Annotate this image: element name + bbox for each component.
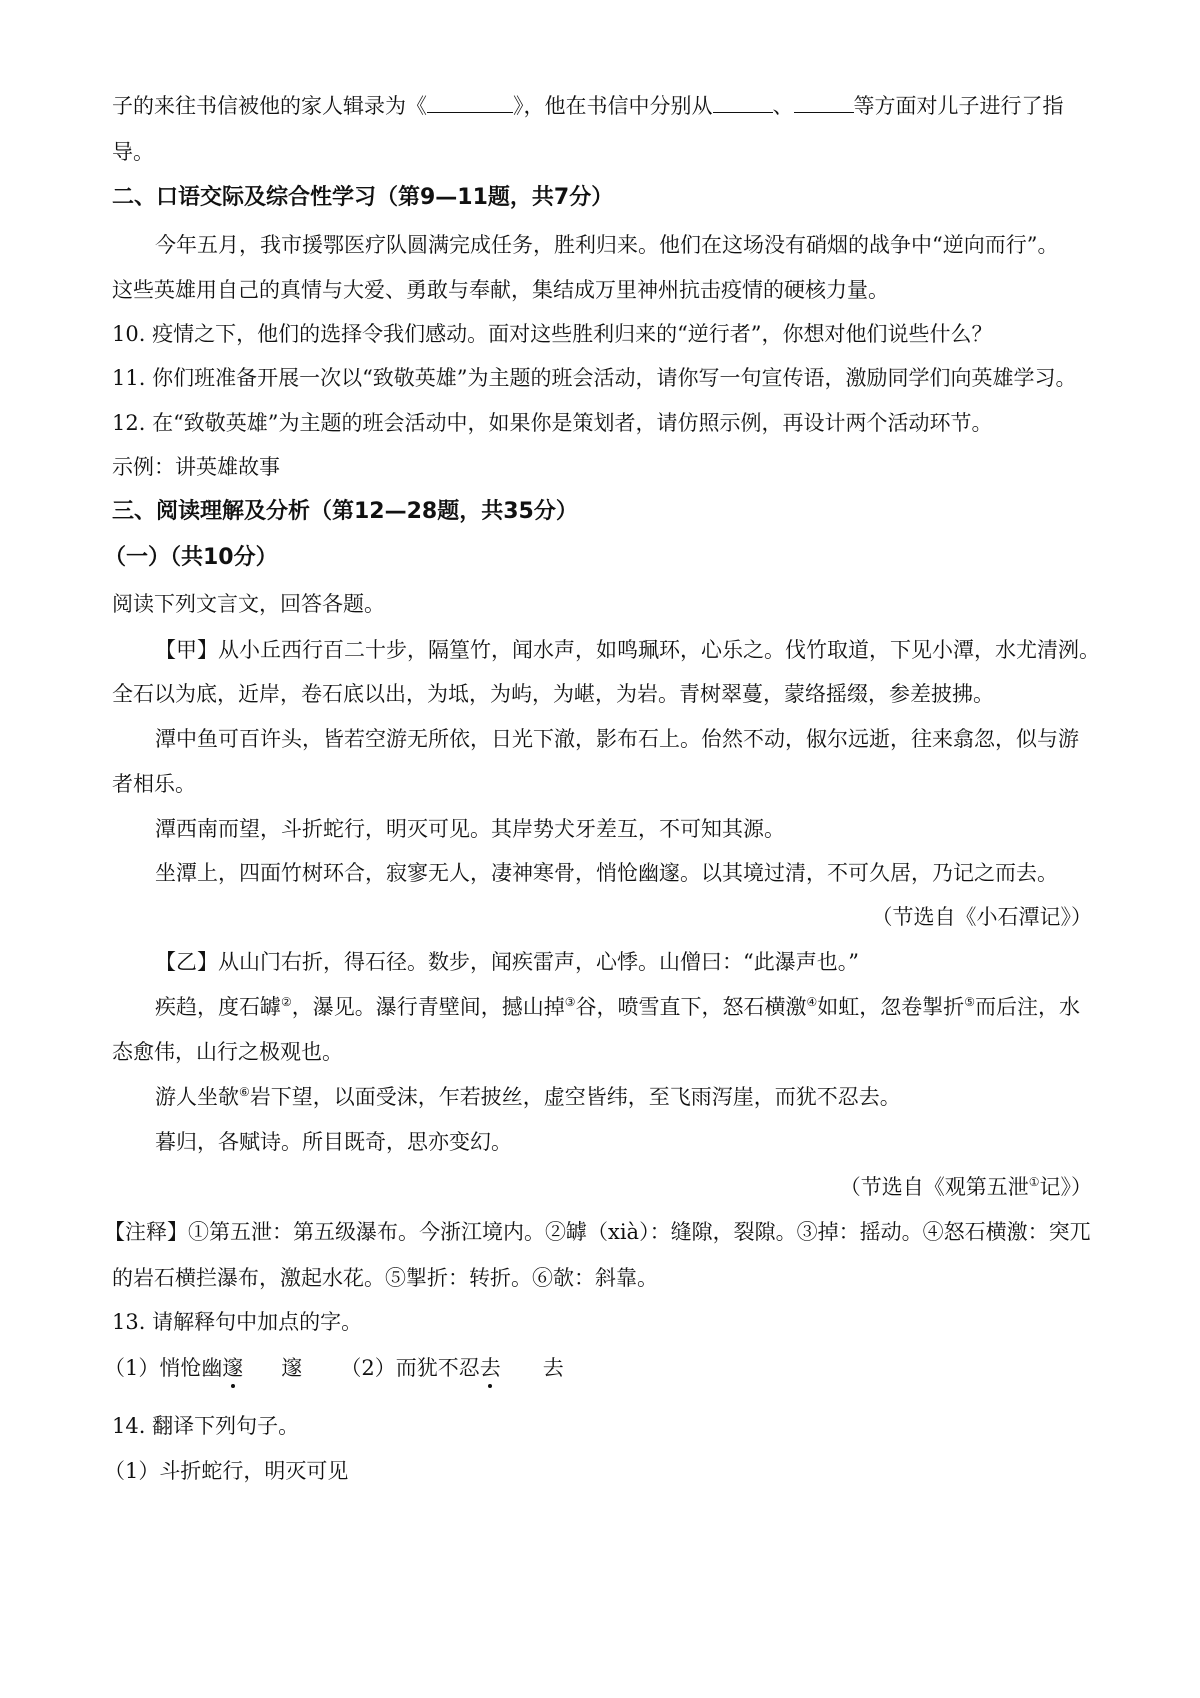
text: （2）而犹不忍: [340, 1356, 480, 1380]
note-marker: ⑥: [239, 1085, 250, 1099]
source-citation-1: （节选自《小石潭记》）: [871, 905, 1092, 929]
section-heading-2: 二、口语交际及综合性学习（第9—11题，共7分）: [112, 185, 614, 210]
text: 如虹，忽卷掣折: [817, 995, 965, 1019]
passage-jia-line: 全石以为底，近岸，卷石底以出，为坻，为屿，为嵁，为岩。青树翠蔓，蒙络摇缀，参差披拂。: [112, 682, 994, 706]
text: 岩下望，以面受沫，乍若披丝，虚空皆纬，至飞雨泻崖，而犹不忍去。: [249, 1085, 901, 1109]
question-14-item: （1）斗折蛇行，明灭可见: [104, 1459, 349, 1483]
answer-blank-book[interactable]: [427, 92, 513, 113]
note-marker: ②: [281, 995, 292, 1009]
paragraph-line: 这些英雄用自己的真情与大爱、勇敢与奉献，集结成万里神州抗击疫情的硬核力量。: [112, 278, 889, 302]
question-10: 10. 疫情之下，他们的选择令我们感动。面对这些胜利归来的“逆行者”，你想对他们说些什么？: [112, 322, 993, 346]
text: 而后注，水: [975, 995, 1081, 1019]
question-13: 13. 请解释句中加点的字。: [112, 1310, 363, 1334]
passage-jia-line: 潭西南而望，斗折蛇行，明灭可见。其岸势犬牙差互，不可知其源。: [155, 817, 785, 841]
note-marker: ①: [1028, 1175, 1040, 1189]
passage-yi-line: 态愈伟，山行之极观也。: [112, 1040, 343, 1064]
passage-yi-line: [0, 1083, 1200, 1111]
text: 》，他在书信中分别从: [513, 94, 713, 118]
text: 疾趋，度石罅: [155, 995, 281, 1019]
emphasized-char: 邃: [222, 1356, 244, 1380]
instruction-line: 阅读下列文言文，回答各题。: [112, 592, 385, 616]
text: 、: [772, 94, 794, 118]
passage-jia-line: 坐潭上，四面竹树环合，寂寥无人，凄神寒骨，悄怆幽邃。以其境过清，不可久居，乃记之而去。: [155, 861, 1058, 885]
paragraph-line: 导。: [112, 140, 154, 164]
question-11: 11. 你们班准备开展一次以“致敬英雄”为主题的班会活动，请你写一句宣传语，激励同学们向英雄学习。: [112, 366, 1077, 390]
passage-jia-line: 潭中鱼可百许头，皆若空游无所依，日光下澈，影布石上。佁然不动，俶尔远逝，往来翕忽，似与游: [155, 727, 1079, 751]
question-14: 14. 翻译下列句子。: [112, 1414, 300, 1438]
text: 记》）: [1039, 1175, 1092, 1199]
text: 游人坐欹: [155, 1085, 239, 1109]
text: 子的来往书信被他的家人辑录为《: [112, 94, 427, 118]
paragraph-line: 今年五月，我市援鄂医疗队圆满完成任务，胜利归来。他们在这场没有硝烟的战争中“逆向而行”。: [155, 233, 1059, 257]
annotation-line: 【注释】①第五泄：第五级瀑布。今浙江境内。②罅（xià）：缝隙，裂隙。③掉：摇动。④怒石横激：突兀: [104, 1220, 1091, 1244]
note-marker: ③: [564, 995, 576, 1009]
note-marker: ⑤: [964, 995, 976, 1009]
question-13-items: [0, 1354, 1200, 1382]
answer-blank-aspect-2[interactable]: [794, 92, 854, 113]
target-char: 邃: [281, 1356, 303, 1380]
passage-yi-line: 暮归，各赋诗。所目既奇，思亦变幻。: [155, 1130, 512, 1154]
passage-yi-line: 【乙】从山门右折，得石径。数步，闻疾雷声，心悸。山僧曰：“此瀑声也。”: [155, 950, 859, 974]
source-citation-2: [840, 1173, 1092, 1201]
paragraph-line: [0, 92, 1200, 120]
section-heading-3: 三、阅读理解及分析（第12—28题，共35分）: [112, 499, 578, 524]
answer-blank-aspect-1[interactable]: [713, 92, 773, 113]
text: 等方面对儿子进行了指: [853, 94, 1064, 118]
passage-jia-line: 【甲】从小丘西行百二十步，隔篁竹，闻水声，如鸣珮环，心乐之。伐竹取道，下见小潭，水尤清洌。: [155, 638, 1100, 662]
emphasized-char: 去: [479, 1356, 501, 1380]
subsection-heading: （一）（共10分）: [104, 545, 278, 570]
text: （1）悄怆幽: [104, 1356, 223, 1380]
target-char: 去: [542, 1356, 564, 1380]
question-12: 12. 在“致敬英雄”为主题的班会活动中，如果你是策划者，请仿照示例，再设计两个活动环节。: [112, 411, 993, 435]
passage-yi-line: [0, 993, 1200, 1021]
example-line: 示例：讲英雄故事: [112, 455, 280, 479]
passage-jia-line: 者相乐。: [112, 772, 196, 796]
text: 谷，喷雪直下，怒石横激: [575, 995, 807, 1019]
annotation-line: 的岩石横拦瀑布，激起水花。⑤掣折：转折。⑥欹：斜靠。: [112, 1266, 658, 1290]
text: （节选自《观第五泄: [839, 1175, 1029, 1199]
text: ，瀑见。瀑行青壁间，撼山掉: [291, 995, 565, 1019]
note-marker: ④: [806, 995, 818, 1009]
